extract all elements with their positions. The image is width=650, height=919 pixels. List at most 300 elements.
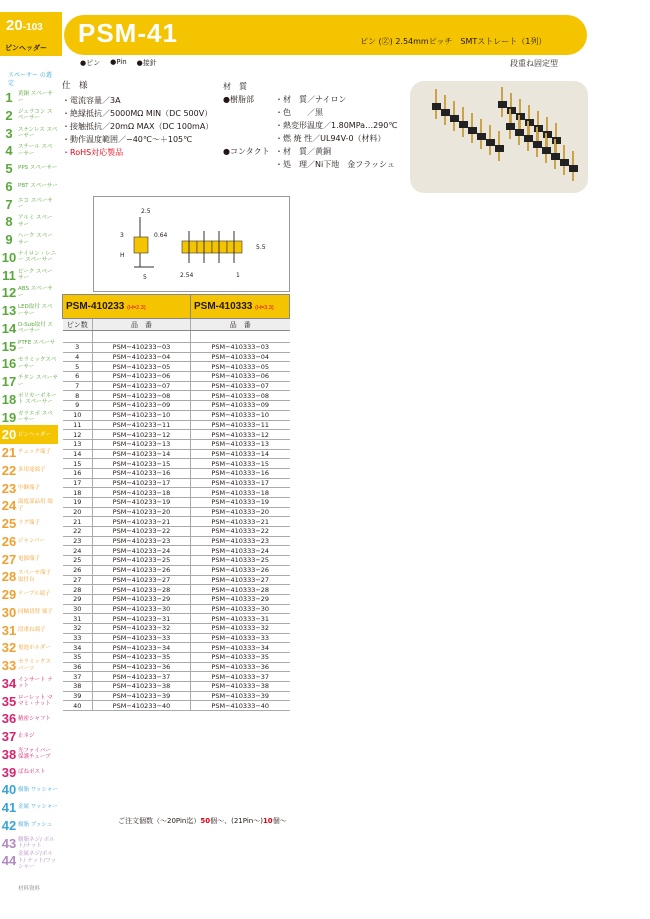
part-number-cell: PSM−410233−35 (93, 653, 191, 663)
sidebar-item-11[interactable] (0, 266, 58, 285)
sidebar-item-label: 段重ね端子 (18, 626, 46, 633)
sidebar-item-34[interactable] (0, 674, 58, 693)
table-row (63, 594, 290, 604)
part-number-cell: PSM−410233−27 (93, 575, 191, 585)
sidebar-item-number: 15 (1, 338, 17, 354)
material-part (223, 106, 275, 119)
pin-count-cell: 38 (63, 682, 93, 692)
table-row (63, 420, 290, 430)
sidebar-item-label: アルミ スペーサー (18, 215, 53, 228)
part-number-cell: PSM−410233−38 (93, 682, 191, 692)
part-number-cell: PSM−410333−23 (191, 536, 290, 546)
table-row (63, 372, 290, 382)
sidebar-item-label: D-Sub取付 スペーサー (18, 321, 53, 335)
part-number-cell: PSM−410333−18 (191, 488, 290, 498)
sidebar-item-label: ガラエポ スペーサー (18, 410, 53, 423)
pin-count-cell: 36 (63, 662, 93, 672)
table-row (63, 459, 290, 469)
part-number-cell: PSM−410233−40 (93, 701, 191, 711)
sidebar-item-label: 光ファイバー 保護チューブ (18, 747, 51, 761)
sidebar-item-26[interactable] (0, 532, 58, 551)
sidebar-item-31[interactable] (0, 621, 58, 640)
pin-count-cell: 28 (63, 585, 93, 595)
table-row (63, 478, 290, 488)
part-number-cell: PSM−410333−05 (191, 362, 290, 372)
part-number-cell: PSM−410333−16 (191, 468, 290, 478)
sidebar-item-4[interactable] (0, 141, 58, 160)
sidebar-item-27[interactable] (0, 550, 58, 569)
table-row (63, 575, 290, 585)
sidebar-item-number: 44 (1, 853, 17, 869)
column-model-1: PSM-410233 (H=2.3) (63, 295, 191, 319)
sidebar-item-number: 24 (1, 498, 17, 514)
page-category: ピンヘッダー (5, 44, 47, 52)
material-spec: ・燃 焼 性／UL94V-0（材料） (275, 134, 386, 143)
part-number-cell: PSM−410333−39 (191, 691, 290, 701)
sidebar-item-number: 23 (1, 480, 17, 496)
part-number-cell: PSM−410333−21 (191, 517, 290, 527)
part-number-cell: PSM−410333−17 (191, 478, 290, 488)
pin-count-cell: 9 (63, 401, 93, 411)
part-number-cell: PSM−410333−40 (191, 701, 290, 711)
sidebar-item-22[interactable] (0, 461, 58, 480)
pin-count-cell: 39 (63, 691, 93, 701)
sidebar-item-label: PBT スペーサー (18, 183, 58, 189)
sidebar-item-5[interactable] (0, 159, 58, 178)
sidebar-item-number: 18 (1, 391, 17, 407)
material-row (223, 93, 397, 106)
header-body-mark (516, 113, 525, 120)
header-body-mark (441, 109, 450, 116)
sidebar-item-29[interactable] (0, 585, 58, 604)
part-number-cell: PSM−410333−33 (191, 633, 290, 643)
material-spec: ・処 理／Ni下地 金フラッシュ (275, 160, 395, 169)
pin-count-cell: 30 (63, 604, 93, 614)
header-body-mark (552, 137, 561, 144)
part-number-cell: PSM−410333−20 (191, 507, 290, 517)
sidebar-item-number: 33 (1, 658, 17, 673)
dim-label: 2.5 (141, 208, 151, 215)
part-number-cell: PSM−410233−10 (93, 410, 191, 420)
header-body-mark (551, 153, 560, 160)
order-quantity-note: ご注文個数（〜20Pin迄）50個〜、(21Pin〜)10個〜 (118, 817, 287, 825)
sidebar-item-number: 17 (1, 374, 17, 389)
dimension-drawing (93, 196, 290, 292)
sidebar-item-number: 30 (1, 604, 17, 620)
sidebar-item-label: ピーク スペーサー (18, 268, 53, 281)
sidebar-item-44[interactable] (0, 851, 58, 870)
part-number-cell: PSM−410233−39 (93, 691, 191, 701)
sidebar-item-label: ケーブル端子 (18, 591, 51, 598)
table-row (63, 546, 290, 556)
sidebar-item-24[interactable] (0, 496, 58, 515)
sidebar-item-number: 34 (1, 675, 17, 691)
header-body-mark (506, 123, 515, 130)
product-title: PSM-41 (78, 18, 178, 48)
part-number-table (62, 294, 290, 711)
pin-count-cell: 33 (63, 633, 93, 643)
sidebar-item-label: チタン スペーサー (18, 375, 58, 388)
part-number-cell: PSM−410233−15 (93, 459, 191, 469)
header-body-mark (524, 135, 533, 142)
sidebar-item-label: スペーサ端子 取付台 (18, 570, 52, 583)
sidebar-item-number: 2 (5, 107, 13, 123)
part-number-cell: PSM−410233−26 (93, 565, 191, 575)
page-number: 20-103 (6, 17, 43, 34)
table-row (63, 507, 290, 517)
dim-label: 1 (236, 272, 240, 279)
table-row (63, 343, 290, 353)
part-number-cell: PSM−410333−14 (191, 449, 290, 459)
product-subtitle: ピン (Ⓩ) 2.54mmピッチ SMTストレート（1列） (360, 37, 547, 46)
sidebar-item-28[interactable] (0, 567, 58, 586)
sidebar-item-label: エコ スペーサー (18, 197, 53, 210)
part-number-cell: PSM−410333−15 (191, 459, 290, 469)
part-number-cell: PSM−410333−22 (191, 527, 290, 537)
sidebar-item-label: ローレット ママミ・ナット (18, 694, 53, 707)
header-part-number: 品 番 (191, 319, 290, 331)
material-spec: ・材 質／ナイロン (275, 95, 347, 104)
sidebar-item-number: 36 (1, 711, 17, 727)
sidebar-item-21[interactable] (0, 443, 58, 462)
sidebar-item-number: 27 (1, 551, 17, 567)
sidebar-item-13[interactable] (0, 301, 58, 320)
sidebar-item-label: スチール スペーサー (18, 144, 53, 157)
part-number-cell: PSM−410233−07 (93, 381, 191, 391)
material-part (223, 132, 275, 145)
pin-count-cell: 37 (63, 672, 93, 682)
table-row (63, 410, 290, 420)
part-number-cell: PSM−410333−04 (191, 352, 290, 362)
pin-count-cell: 18 (63, 488, 93, 498)
sidebar-item-label: 止ネジ (18, 733, 35, 740)
sidebar-item-6[interactable] (0, 177, 58, 196)
dim-label: 0.64 (154, 232, 168, 239)
pin-count-cell: 19 (63, 498, 93, 508)
table-row (63, 653, 290, 663)
table-row (63, 672, 290, 682)
sidebar-item-number: 12 (1, 285, 17, 301)
material-heading: 材 質 (223, 82, 247, 91)
dim-label: H (120, 252, 125, 259)
part-number-cell: PSM−410333−38 (191, 682, 290, 692)
material-part (223, 158, 275, 171)
spec-item: ・電流容量／3A (62, 96, 121, 105)
pin-count-cell: 34 (63, 643, 93, 653)
part-number-cell: PSM−410233−12 (93, 430, 191, 440)
table-row (63, 449, 290, 459)
sidebar-item-label: 金属 ワッシャー (18, 804, 58, 811)
sidebar-item-number: 13 (1, 303, 17, 318)
material-row (223, 145, 397, 158)
sidebar-item-label: ラグ端子 (18, 520, 41, 527)
pin-count-cell: 12 (63, 430, 93, 440)
header-body-mark (515, 129, 524, 136)
mount-type: 段重ね固定型 (510, 59, 558, 68)
part-number-cell: PSM−410233−03 (93, 343, 191, 353)
header-part-number: 品 番 (93, 319, 191, 331)
sidebar-item-label: 中継端子 (18, 484, 41, 491)
pin-count-cell: 24 (63, 546, 93, 556)
sidebar-item-number: 26 (1, 533, 17, 549)
material-row (223, 132, 397, 145)
sidebar-item-25[interactable] (0, 514, 58, 533)
sidebar-item-number: 7 (5, 196, 13, 212)
header-body-mark (543, 131, 552, 138)
sidebar-item-number: 9 (5, 232, 13, 247)
table-row (63, 391, 290, 401)
sidebar-item-40[interactable] (0, 780, 58, 799)
part-number-cell: PSM−410233−05 (93, 362, 191, 372)
part-number-cell: PSM−410233−08 (93, 391, 191, 401)
sidebar-item-number: 41 (1, 800, 17, 815)
pin-count-cell: 10 (63, 410, 93, 420)
table-row (63, 517, 290, 527)
column-model-2: PSM-410333 (H=3.3) (191, 295, 290, 319)
sidebar-item-number: 37 (1, 729, 17, 744)
table-row (63, 585, 290, 595)
part-number-cell: PSM−410333−08 (191, 391, 290, 401)
sidebar-item-label: チェック端子 (18, 449, 51, 456)
material-spec: ・色 ／黒 (275, 108, 323, 117)
part-number-cell: PSM−410233−19 (93, 498, 191, 508)
sidebar-item-number: 39 (1, 764, 17, 780)
part-number-cell: PSM−410333−34 (191, 643, 290, 653)
header-body-mark (468, 127, 477, 134)
material-part: ●コンタクト (223, 147, 270, 156)
table-row (63, 498, 290, 508)
sidebar-item-number: 40 (1, 782, 17, 798)
sidebar-item-18[interactable] (0, 390, 58, 409)
sidebar-heading[interactable]: スペーサー の選定 (8, 72, 52, 87)
sidebar-item-37[interactable] (0, 727, 58, 746)
sidebar-item-39[interactable] (0, 763, 58, 782)
part-number-cell: PSM−410233−09 (93, 401, 191, 411)
sidebar-item-materials[interactable]: 材料資料 (18, 886, 41, 893)
table-row (63, 682, 290, 692)
sidebar-item-38[interactable] (0, 745, 58, 764)
sidebar-item-number: 14 (1, 320, 17, 336)
part-number-cell: PSM−410333−25 (191, 556, 290, 566)
pin-count-cell: 31 (63, 614, 93, 624)
table-row (63, 643, 290, 653)
table-row (63, 614, 290, 624)
table-row (63, 565, 290, 575)
part-number-cell: PSM−410233−25 (93, 556, 191, 566)
sidebar-item-label: PTFE スペーサー (18, 339, 56, 352)
sidebar-item-label: ナイロン・レニー スペーサー (18, 250, 57, 264)
sidebar-item-3[interactable] (0, 124, 58, 143)
sidebar-item-23[interactable] (0, 479, 58, 498)
sidebar-item-10[interactable] (0, 248, 58, 267)
header-pin-count: ピン数 (63, 319, 93, 331)
sidebar-item-label: ヘーク スペーサー (18, 233, 53, 246)
sidebar-item-label: 同軸切替 端子 (18, 609, 53, 615)
pin-count-cell: 22 (63, 527, 93, 537)
sidebar-item-label: セラミックス パーツ (18, 659, 51, 672)
sidebar-item-15[interactable] (0, 337, 58, 356)
sidebar-item-label: ばねポスト (18, 768, 46, 775)
table-row (63, 701, 290, 711)
sidebar-item-14[interactable] (0, 319, 58, 338)
sidebar-item-number: 1 (5, 90, 13, 105)
part-number-cell: PSM−410233−24 (93, 546, 191, 556)
part-number-cell: PSM−410233−31 (93, 614, 191, 624)
pin-count-cell: 26 (63, 565, 93, 575)
part-number-cell: PSM−410333−29 (191, 594, 290, 604)
sidebar-item-number: 31 (1, 622, 17, 638)
part-number-cell: PSM−410333−10 (191, 410, 290, 420)
pin-count-cell: 14 (63, 449, 93, 459)
table-row (63, 401, 290, 411)
part-number-cell: PSM−410333−31 (191, 614, 290, 624)
header-body-mark (569, 165, 578, 172)
sidebar-item-19[interactable] (0, 408, 58, 427)
pin-count-cell: 13 (63, 439, 93, 449)
sidebar-item-label: 精密シャフト (18, 715, 51, 722)
sidebar-item-label: ステンレス スペーサー (18, 126, 58, 139)
sidebar-item-43[interactable] (0, 834, 58, 853)
part-number-cell: PSM−410333−37 (191, 672, 290, 682)
material-row (223, 158, 397, 171)
pin-count-cell: 5 (63, 362, 93, 372)
sidebar-item-label: ピンヘッダー (18, 431, 52, 438)
sidebar-item-number: 28 (1, 569, 17, 585)
pin-count-cell: 11 (63, 420, 93, 430)
header-body-mark (498, 101, 507, 108)
part-number-cell: PSM−410233−29 (93, 594, 191, 604)
sidebar-item-number: 8 (5, 214, 13, 230)
material-row (223, 119, 397, 132)
sidebar-item-number: 35 (1, 693, 17, 709)
sidebar-item-number: 43 (1, 835, 17, 851)
sidebar-item-35[interactable] (0, 692, 58, 711)
spec-item: ・動作温度範囲／−40℃〜＋105℃ (62, 135, 193, 144)
material-spec: ・熱変形温度／1.80MPa…290℃ (275, 121, 398, 130)
sidebar-item-number: 16 (1, 356, 17, 372)
table-row (63, 381, 290, 391)
material-part (223, 119, 275, 132)
pin-count-cell: 4 (63, 352, 93, 362)
product-photo (410, 81, 588, 193)
sidebar-item-41[interactable] (0, 798, 58, 817)
sidebar-item-number: 3 (5, 125, 13, 141)
table-row (63, 633, 290, 643)
part-number-cell: PSM−410233−18 (93, 488, 191, 498)
part-number-cell: PSM−410233−11 (93, 420, 191, 430)
sidebar-item-number: 42 (1, 817, 17, 833)
sidebar-item-32[interactable] (0, 638, 58, 657)
part-number-cell: PSM−410333−12 (191, 430, 290, 440)
sidebar-item-label: インサート ナット (18, 676, 53, 690)
part-number-cell: PSM−410333−11 (191, 420, 290, 430)
sidebar-item-label: ジュラコン スペーサー (18, 108, 53, 122)
legend-item: ●Pin (110, 58, 127, 66)
sidebar-item-16[interactable] (0, 354, 58, 373)
sidebar-item-17[interactable] (0, 372, 58, 391)
sidebar-item-label: セラミックスペーサー (18, 357, 57, 370)
header-body-mark (533, 141, 542, 148)
sidebar-item-8[interactable] (0, 212, 58, 231)
sidebar-item-33[interactable] (0, 656, 58, 675)
sidebar-item-number: 20 (1, 427, 17, 443)
part-number-cell: PSM−410233−04 (93, 352, 191, 362)
part-number-cell: PSM−410233−33 (93, 633, 191, 643)
sidebar-item-20[interactable] (0, 425, 58, 444)
pin-count-cell: 8 (63, 391, 93, 401)
part-number-cell: PSM−410233−37 (93, 672, 191, 682)
sidebar-item-number: 4 (5, 143, 13, 159)
header-body-mark (534, 125, 543, 132)
pin-count-cell: 16 (63, 468, 93, 478)
sidebar-item-label: ジャンパー (18, 538, 46, 544)
part-number-cell: PSM−410233−34 (93, 643, 191, 653)
pin-count-cell: 21 (63, 517, 93, 527)
pin-count-cell: 20 (63, 507, 93, 517)
part-number-cell: PSM−410233−14 (93, 449, 191, 459)
sidebar-item-2[interactable] (0, 106, 58, 125)
table-row (63, 430, 290, 440)
pin-count-cell: 40 (63, 701, 93, 711)
table-row (63, 362, 290, 372)
part-number-cell: PSM−410333−36 (191, 662, 290, 672)
pin-count-cell: 15 (63, 459, 93, 469)
table-row (63, 623, 290, 633)
table-row (63, 662, 290, 672)
part-number-cell: PSM−410233−30 (93, 604, 191, 614)
part-number-cell: PSM−410233−20 (93, 507, 191, 517)
spec-item: ・絶縁抵抗／5000MΩ MIN（DC 500V） (62, 109, 213, 118)
dim-label: 3 (120, 232, 124, 239)
sidebar-item-number: 22 (1, 462, 17, 478)
sidebar-item-12[interactable] (0, 283, 58, 302)
sidebar-item-7[interactable] (0, 195, 58, 214)
pin-count-cell: 35 (63, 653, 93, 663)
part-number-cell: PSM−410333−07 (191, 381, 290, 391)
header-body-mark (459, 121, 468, 128)
part-number-cell: PSM−410333−19 (191, 498, 290, 508)
table-row (63, 556, 290, 566)
table-row (63, 691, 290, 701)
pin-count-cell: 3 (63, 343, 93, 353)
dim-label: 2.54 (180, 272, 194, 279)
sidebar-item-number: 38 (1, 746, 17, 762)
table-row (63, 536, 290, 546)
part-number-cell: PSM−410233−32 (93, 623, 191, 633)
sidebar-item-30[interactable] (0, 603, 58, 622)
material-spec: ・材 質／黄銅 (275, 147, 331, 156)
sidebar-item-36[interactable] (0, 709, 58, 728)
sidebar-item-label: PPS スペーサー (18, 165, 58, 172)
header-body-mark (477, 133, 486, 140)
header-body-mark (450, 115, 459, 122)
pin-count-cell: 7 (63, 381, 93, 391)
sidebar-item-42[interactable] (0, 816, 58, 835)
sidebar-item-label: ポリカーボネート スペーサー (18, 392, 57, 406)
part-number-cell: PSM−410333−06 (191, 372, 290, 382)
part-number-cell: PSM−410333−09 (191, 401, 290, 411)
sidebar-item-number: 19 (1, 409, 17, 425)
sidebar-item-label: 樹脂 ワッシャー (18, 786, 58, 793)
part-number-cell: PSM−410233−28 (93, 585, 191, 595)
pin-count-cell: 27 (63, 575, 93, 585)
sidebar-item-number: 32 (1, 640, 17, 656)
sidebar-item-9[interactable] (0, 230, 58, 249)
pin-count-cell: 25 (63, 556, 93, 566)
part-number-cell: PSM−410233−22 (93, 527, 191, 537)
spec-heading: 仕 様 (62, 81, 88, 91)
sidebar-item-1[interactable] (0, 88, 58, 107)
